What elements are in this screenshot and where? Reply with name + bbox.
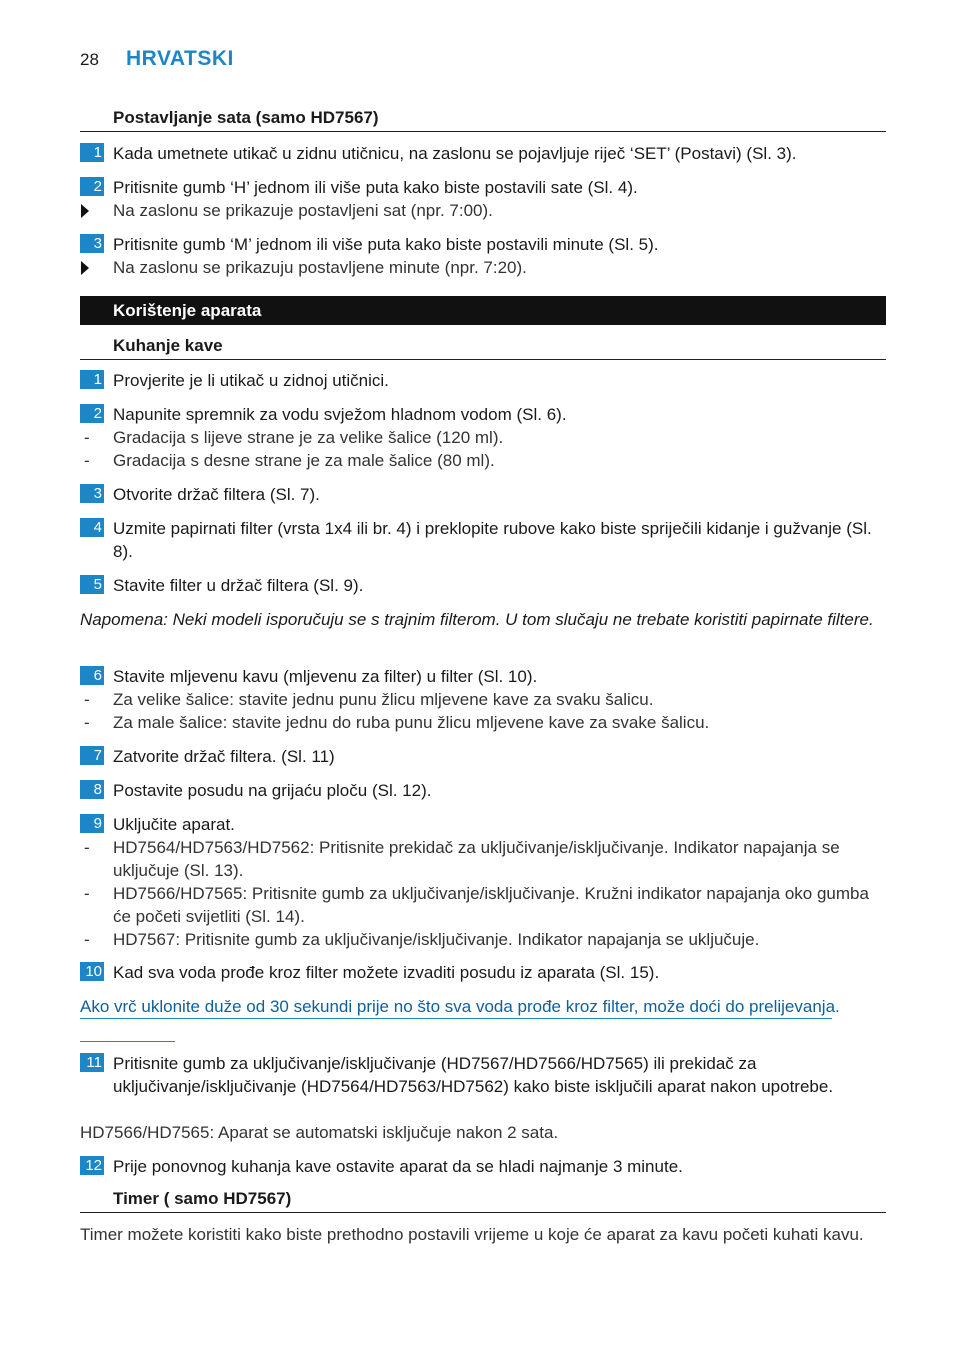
step-text: Pritisnite gumb ‘H’ jednom ili više puta kako biste postavili sate (Sl. 4). [113,178,638,197]
dash-bullet: - [84,428,90,447]
section-heading-coffee [80,335,886,360]
step-number: 3 [80,234,104,253]
step-text: Zatvorite držač filtera. (Sl. 11) [113,747,335,766]
warning-underline [80,1018,832,1019]
section-title: Kuhanje kave [113,336,223,355]
sub-text: HD7566/HD7565: Pritisnite gumb za uključivanje/isključivanje. Kružni indikator napajanja oko gumba će početi svijetliti (Sl. 14). [113,884,869,926]
step-text: Uzmite papirnati filter (vrsta 1x4 ili br. 4) i preklopite rubove kako biste spriječili kidanje i gužvanje (Sl. 8). [113,519,872,561]
sub-text: Gradacija s desne strane je za male šalice (80 ml). [113,451,495,470]
warning-text: Ako vrč uklonite duže od 30 sekundi prije no što sva voda prođe kroz filter, može doći do prelijevanja. [80,997,840,1016]
step-number: 2 [80,404,104,423]
dash-bullet: - [84,690,90,709]
result-arrow-icon [81,261,89,275]
sub-text: Za velike šalice: stavite jednu punu žlicu mljevene kave za svaku šalicu. [113,690,654,709]
language-title: HRVATSKI [126,47,234,70]
timer-intro: Timer možete koristiti kako biste prethodno postavili vrijeme u koje će aparat za kavu početi kuhati kavu. [80,1225,864,1244]
note: Napomena: Neki modeli isporučuju se s trajnim filterom. U tom slučaju ne trebate koristiti papirnate filtere. [80,610,874,629]
step-text: Uključite aparat. [113,815,235,834]
section-bar-using [80,296,886,325]
step-text: Kada umetnete utikač u zidnu utičnicu, na zaslonu se pojavljuje riječ ‘SET’ (Postavi) (Sl. 3). [113,144,797,163]
step-number: 12 [80,1156,104,1175]
dash-bullet: - [84,838,90,857]
step-number: 3 [80,484,104,503]
step-number: 10 [80,962,104,981]
dash-bullet: - [84,884,90,903]
step-number: 2 [80,177,104,196]
step-text: Stavite filter u držač filtera (Sl. 9). [113,576,364,595]
result-text: Na zaslonu se prikazuju postavljene minute (npr. 7:20). [113,258,527,277]
step-number: 7 [80,746,104,765]
step-number: 1 [80,370,104,389]
result-arrow-icon [81,204,89,218]
sub-text: HD7564/HD7563/HD7562: Pritisnite prekidač za uključivanje/isključivanje. Indikator napajanja se uključuje (Sl. 13). [113,838,840,880]
sub-text: Za male šalice: stavite jednu do ruba punu žlicu mljevene kave za svake šalicu. [113,713,710,732]
step-number: 9 [80,814,104,833]
dash-bullet: - [84,713,90,732]
page-number: 28 [80,50,99,69]
step-text: Prije ponovnog kuhanja kave ostavite aparat da se hladi najmanje 3 minute. [113,1157,683,1176]
step-number: 11 [80,1053,104,1072]
step-text: Kad sva voda prođe kroz filter možete izvaditi posudu iz aparata (Sl. 15). [113,963,660,982]
step-text: Pritisnite gumb za uključivanje/isključivanje (HD7567/HD7566/HD7565) ili prekidač za uključivanje/isključivanje (HD7564/HD7563/HD7562) kako biste isključili aparat nakon upotrebe. [113,1054,834,1096]
step-number: 8 [80,780,104,799]
section-heading-timer [80,1188,886,1213]
section-heading-clock [80,107,886,132]
dash-bullet: - [84,930,90,949]
step-number: 5 [80,575,104,594]
section-title: Korištenje aparata [113,301,262,320]
step-text: Postavite posudu na grijaću ploču (Sl. 12). [113,781,432,800]
step-text: Provjerite je li utikač u zidnoj utičnici. [113,371,389,390]
step-text: Stavite mljevenu kavu (mljevenu za filter) u filter (Sl. 10). [113,667,538,686]
sub-text: HD7567: Pritisnite gumb za uključivanje/isključivanje. Indikator napajanja se uključuje. [113,930,760,949]
step-number: 1 [80,143,104,162]
section-title: Timer ( samo HD7567) [113,1189,292,1208]
dash-bullet: - [84,451,90,470]
step-text: Otvorite držač filtera (Sl. 7). [113,485,320,504]
section-title: Postavljanje sata (samo HD7567) [113,108,379,127]
step-number: 4 [80,518,104,537]
result-text: Na zaslonu se prikazuje postavljeni sat (npr. 7:00). [113,201,493,220]
step-note: HD7566/HD7565: Aparat se automatski isključuje nakon 2 sata. [80,1123,559,1142]
step-text: Pritisnite gumb ‘M’ jednom ili više puta kako biste postavili minute (Sl. 5). [113,235,659,254]
step-text: Napunite spremnik za vodu svježom hladnom vodom (Sl. 6). [113,405,567,424]
warning-underline [80,1041,175,1042]
sub-text: Gradacija s lijeve strane je za velike šalice (120 ml). [113,428,504,447]
step-number: 6 [80,666,104,685]
